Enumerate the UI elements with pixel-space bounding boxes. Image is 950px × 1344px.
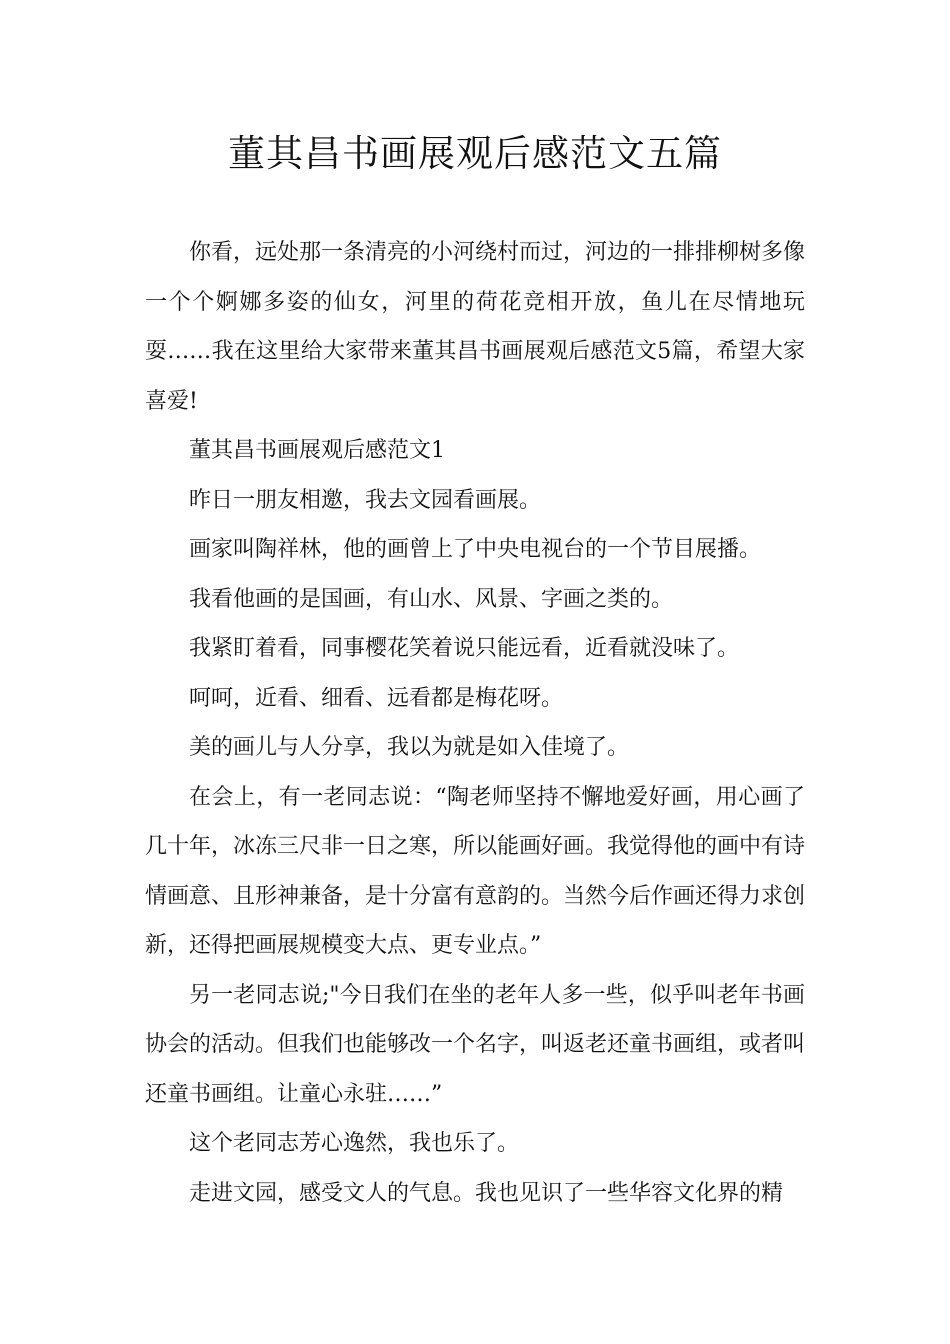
intro-paragraph: 你看，远处那一条清亮的小河绕村而过，河边的一排排柳树多像一个个婀娜多姿的仙女，河里的荷花竞相开放，鱼儿在尽情地玩耍……我在这里给大家带来董其昌书画展观后感范文5篇，希望大家喜爱!: [145, 240, 806, 414]
paragraph: 美的画儿与人分享，我以为就是如入佳境了。: [189, 735, 630, 760]
paragraph: 这个老同志芳心逸然，我也乐了。: [189, 1131, 520, 1156]
paragraph: 画家叫陶祥林，他的画曾上了中央电视台的一个节目展播。: [189, 537, 762, 562]
document-body: [145, 228, 805, 1218]
paragraph: 走进文园，感受文人的气息。我也见识了一些华容文化界的精: [189, 1180, 784, 1206]
document-title: 董其昌书画展观后感范文五篇: [228, 132, 722, 175]
paragraph: 我紧盯着看，同事樱花笑着说只能远看，近看就没味了。: [189, 636, 740, 661]
paragraph: 呵呵，近看、细看、远看都是梅花呀。: [189, 685, 564, 711]
paragraph: 昨日一朋友相邀，我去文园看画展。: [189, 487, 542, 513]
paragraph: 另一老同志说;"今日我们在坐的老年人多一些，似乎叫老年书画协会的活动。但我们也能够改一个名字，叫返老还童书画组，或者叫还童书画组。让童心永驻……”: [145, 982, 806, 1107]
paragraph: 我看他画的是国画，有山水、风景、字画之类的。: [189, 586, 674, 612]
section-heading: 董其昌书画展观后感范文1: [189, 438, 445, 463]
paragraph: 在会上，有一老同志说：“陶老师坚持不懈地爱好画，用心画了几十年，冰冻三尺非一日之寒，所以能画好画。我觉得他的画中有诗情画意、且形神兼备，是十分富有意韵的。当然今后作画还得力求创新，还得把画展规模变大点、更专业点。”: [145, 784, 806, 958]
